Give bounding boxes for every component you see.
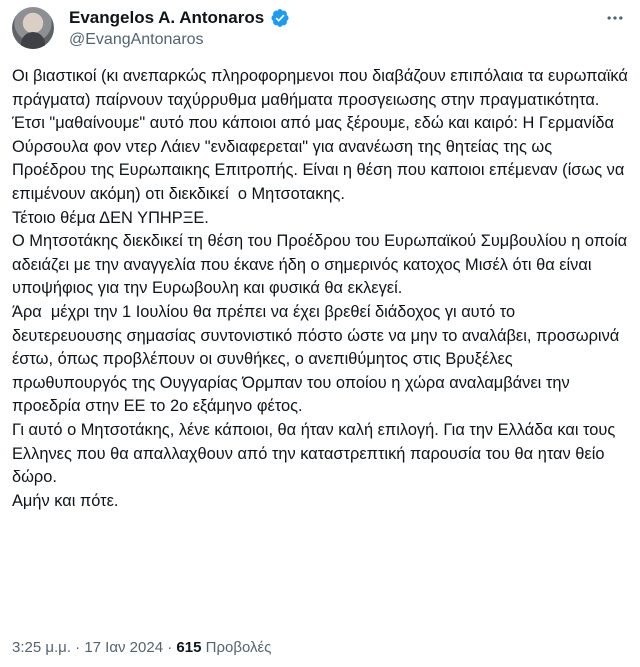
tweet-paragraph: Γι αυτό ο Μητσοτάκης, λένε κάποιοι, θα ήταν καλή επιλογή. Για την Ελλάδα και τους Ελληνες που θα απαλλαχθουν από την καταστρεπτική παρουσία του θα ηταν θείο δώρο.: [12, 420, 620, 487]
tweet-paragraph: Οι βιαστικοί (κι ανεπαρκώς πληροφορημενοι που διαβάζουν επιπόλαια τα ευρωπαϊκά πράγματα) παίρνουν ταχύρρυθμα μαθήματα προσγειωσης στην πραγματικότητα. Έτσι "μαθαίνουμε" αυτό που κάποιοι από μας ξέρουμε, εδώ και καιρό: Η Γερμανίδα Ούρσουλα φον ντερ Λάιεν "ενδιαφερεται" για ανανέωση της θητείας της ως Προέδρου της Ευρωπαικης Επιτροπής. Είναι η θέση που καποιοι επέμεναν (ίσως να επιμένουν ακόμη) οτι διεκδικεί ο Μητσοτακης.: [12, 67, 633, 203]
author-handle[interactable]: @EvangAntonaros: [69, 31, 204, 48]
tweet-meta: [12, 638, 271, 658]
tweet-time[interactable]: 3:25 μ.μ.: [12, 639, 71, 656]
tweet-header: [12, 7, 628, 51]
tweet-text: [12, 65, 633, 513]
views-label: Προβολές: [201, 639, 272, 656]
tweet-paragraph: Ο Μητσοτάκης διεκδικεί τη θέση του Προέδρου του Ευρωπαϊκού Συμβουλίου η οποία αδειάζει με την αναγγελία που έκανε ήδη ο σημερινός κατοχος Μισέλ ότι θα είναι υποψήφιος για την Ευρωβουλη και φυσικά θα εκλεγεί.: [12, 232, 632, 298]
verified-badge-icon[interactable]: [270, 8, 290, 28]
avatar[interactable]: [12, 7, 54, 49]
tweet-date[interactable]: 17 Ιαν 2024: [84, 639, 164, 656]
meta-separator: ·: [70, 639, 85, 656]
more-options-icon[interactable]: [604, 7, 626, 29]
author-display-name[interactable]: Evangelos A. Antonaros: [69, 8, 265, 27]
tweet-paragraph: Άρα μέχρι την 1 Ιουλίου θα πρέπει να έχει βρεθεί διάδοχος γι αυτό το δευτερευουσης σημασίας συντονιστικό πόστο ώστε να μην το αναλάβει, προσωρινά έστω, όπως προβλέπουν οι συνθήκες, ο ανεπιθύμητος στις Βρυξέλες πρωθυπουργός της Ουγγαρίας Όρμπαν του οποίου η χώρα αναλαμβάνει την προεδρία στην ΕΕ το 2ο εξάμηνο φέτος.: [12, 302, 624, 416]
views-count[interactable]: 615: [176, 639, 202, 656]
meta-separator: ·: [163, 639, 177, 656]
author-name-row[interactable]: [69, 7, 290, 29]
tweet-paragraph: Τέτοιο θέμα ΔΕΝ ΥΠΗΡΞΕ.: [12, 208, 209, 227]
tweet-paragraph: Αμήν και πότε.: [12, 491, 119, 510]
